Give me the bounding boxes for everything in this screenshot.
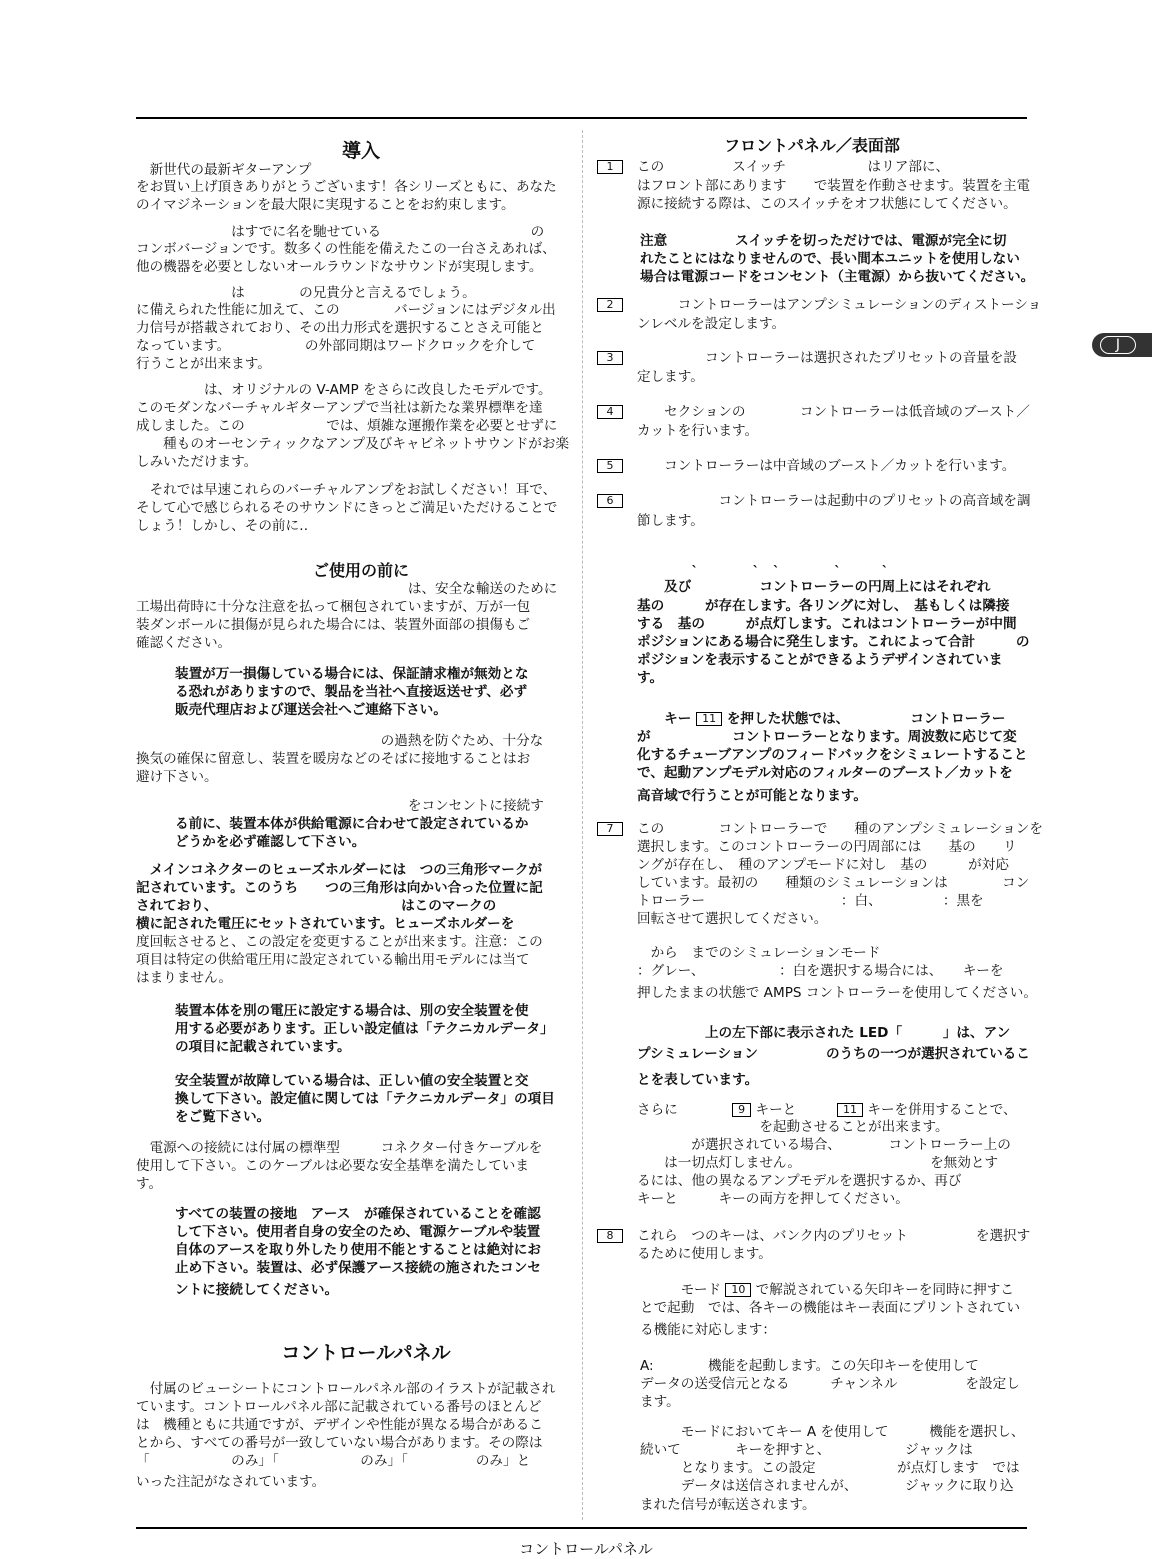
text-line (637, 874, 1029, 892)
text-line (640, 1459, 1020, 1477)
text-line (637, 1190, 909, 1208)
heading-front-panel: フロントパネル／表面部 (724, 136, 900, 155)
text-line (637, 578, 990, 596)
text-line (637, 764, 1013, 782)
text-line: 度回転させると、この設定を変更することが出来ます。注意：この (136, 934, 543, 950)
key-number-badge: 11 (696, 712, 722, 726)
text-segment: カットを行います。 (637, 423, 759, 439)
text-line: る恐れがありますので、製品を当社へ直接返送せず、必ず (175, 684, 528, 700)
text-segment: キーと キーの両方を押してください。 (637, 1191, 909, 1207)
key-number-badge: 10 (725, 1283, 751, 1297)
text-line (606, 820, 1043, 838)
text-segment: 押したままの状態で AMPS コントローラーを使用してください。 (637, 985, 1037, 1001)
text-segment: この スイッチ はリア部に、 (637, 159, 950, 175)
text-segment: が選択されている場合、 コントローラー上の (637, 1137, 1011, 1153)
text-line: そして心で感じられるそのサウンドにきっとご満足いただけることで (136, 500, 558, 516)
text-line (640, 1496, 816, 1514)
text-line (637, 1045, 1030, 1063)
text-segment: が コントローラーとなります。周波数に応じて変 (637, 729, 1017, 745)
text-line: 安全装置が故障している場合は、正しい値の安全装置と交 (175, 1073, 529, 1089)
text-line (637, 597, 1009, 615)
text-segment: とを表しています。 (637, 1072, 759, 1088)
text-segment: この コントローラーで 種のアンプシミュレーションを (637, 821, 1043, 837)
item-number-badge: 1 (597, 160, 623, 174)
text-line: コンボバージョンです。数多くの性能を備えたこの一台さえあれば、 (136, 241, 556, 257)
item-number-badge: 4 (597, 405, 623, 419)
text-line (637, 892, 984, 910)
text-line: す。 (136, 1176, 163, 1192)
text-segment: となります。この設定 が点灯します では (640, 1460, 1020, 1476)
text-line: をコンセントに接続す (136, 798, 544, 814)
text-segment: コントローラーは選択されたプリセットの音量を設 (637, 350, 1017, 366)
text-segment: プシミュレーション のうちの一つが選択されているこ (637, 1046, 1030, 1062)
text-line (637, 368, 704, 386)
text-line (637, 422, 758, 440)
text-line: 記されています。このうち つの三角形は向かい合った位置に記 (136, 880, 543, 896)
text-line (637, 1136, 1011, 1154)
text-line: 横に記された電圧にセットされています。ヒューズホルダーを (136, 916, 515, 932)
heading-control-panel: コントロールパネル (281, 1342, 451, 1364)
text-segment: ポジションを表示することができるようデザインされていま (637, 652, 1003, 668)
text-line (640, 1375, 1020, 1393)
text-line (606, 349, 1017, 367)
text-line (637, 1172, 961, 1190)
text-line (640, 1357, 979, 1375)
text-segment: する 基の が点灯します。これはコントローラーが中間 (637, 616, 1017, 632)
text-segment: から までのシミュレーションモード (637, 945, 881, 961)
text-segment: 化するチューブアンプのフィードバックをシミュレートすること (637, 747, 1028, 763)
text-segment: はフロント部にあります で装置を作動させます。装置を主電 (637, 178, 1031, 194)
text-line: ントに接続してください。 (175, 1282, 339, 1298)
text-segment: コントローラーは中音域のブースト／カットを行います。 (637, 458, 1016, 474)
text-line (637, 710, 1006, 728)
text-line: 装置が万一損傷している場合には、保証請求権が無効とな (175, 666, 529, 682)
text-line (637, 787, 867, 805)
key-number-badge: 11 (837, 1103, 863, 1117)
text-segment: モードにおいてキー A を使用して 機能を選択し、 (640, 1424, 1025, 1440)
text-segment: 節します。 (637, 513, 704, 529)
text-line (640, 1281, 1014, 1299)
text-line (606, 457, 1016, 475)
bottom-rule (136, 1527, 1027, 1529)
text-line (637, 1245, 772, 1263)
text-segment: データの送受信元となる チャンネル を設定し (640, 1376, 1020, 1392)
text-segment: キー (637, 711, 697, 727)
item-number-badge: 8 (597, 1229, 623, 1243)
text-segment: モード (640, 1282, 726, 1298)
text-segment: ンレベルを設定します。 (637, 316, 786, 332)
text-line: このモダンなバーチャルギターアンプで当社は新たな業界標準を達 (136, 400, 543, 416)
text-line: は 機種ともに共通ですが、デザインや性能が異なる場合があるこ (136, 1417, 543, 1433)
item-number-badge: 2 (597, 298, 623, 312)
text-line: いった注記がなされています。 (136, 1474, 326, 1490)
text-line (637, 1071, 758, 1089)
text-line: 避け下さい。 (136, 769, 218, 785)
text-segment: で、起動アンプモデル対応のフィルターのブースト／カットを (637, 765, 1013, 781)
text-line (637, 910, 827, 928)
text-line: 装置本体を別の電圧に設定する場合は、別の安全装置を使 (175, 1003, 529, 1019)
language-tab-label: J (1100, 336, 1136, 354)
text-segment: 場合は電源コードをコンセント（主電源）から抜いてください。 (640, 269, 1035, 285)
text-line: 行うことが出来ます。 (136, 356, 271, 372)
text-line (637, 669, 663, 687)
text-line: をご覧下さい。 (175, 1109, 271, 1125)
text-segment: る機能に対応します： (640, 1322, 776, 1338)
text-line: しみいただけます。 (136, 454, 258, 470)
text-line (637, 984, 1037, 1002)
text-segment: ングが存在し、 種のアンプモードに対し 基の が対応 (637, 857, 1009, 873)
text-line: それでは早速これらのバーチャルアンプをお試しください！耳で、 (136, 482, 557, 498)
text-line (640, 232, 1007, 250)
text-line: 「 のみ」「 のみ」「 のみ」と (136, 1453, 531, 1469)
text-segment: 選択します。このコントローラーの円周部には 基の リ (637, 839, 1017, 855)
text-line: 確認ください。 (136, 635, 232, 651)
text-line: して下さい。使用者自身の安全のため、電源ケーブルや装置 (175, 1224, 541, 1240)
text-segment: ポジションにある場合に発生します。これによって合計 の (637, 634, 1030, 650)
item-number-badge: 6 (597, 494, 623, 508)
text-segment: キーを併用することで、 (863, 1102, 1017, 1118)
text-line (637, 1154, 998, 1172)
column-divider (582, 130, 583, 1520)
text-segment: るには、他の異なるアンプモデルを選択するか、再び (637, 1173, 962, 1189)
text-segment: を起動させることが出来ます。 (637, 1119, 949, 1135)
text-line (637, 728, 1017, 746)
text-line: 電源への接続には付属の標準型 コネクター付きケーブルを (136, 1140, 543, 1156)
heading-introduction: 導入 (341, 140, 380, 162)
text-line: のイマジネーションを最大限に実現することをお約束します。 (136, 197, 515, 213)
text-line: しょう！しかし、その前に‥ (136, 518, 309, 534)
text-line (637, 1101, 1017, 1119)
text-line (640, 1321, 776, 1339)
text-line: どうかを必ず確認して下さい。 (175, 834, 366, 850)
text-line: 止め下さい。装置は、必ず保護アース接続の施されたコンセ (175, 1260, 541, 1276)
text-line: 他の機器を必要としないオールラウンドなサウンドが実現します。 (136, 259, 543, 275)
text-line: 工場出荷時に十分な注意を払って梱包されていますが、万が一包 (136, 599, 531, 615)
text-segment: トローラー ：白、 ：黒を (637, 893, 984, 909)
text-line (637, 615, 1017, 633)
text-line: 換して下さい。設定値に関しては「テクニカルデータ」の項目 (175, 1091, 555, 1107)
text-line (637, 1024, 1010, 1042)
text-line: の項目に記載されています。 (175, 1039, 351, 1055)
text-line: なっています。 の外部同期はワードクロックを介して (136, 338, 536, 354)
text-line: をお買い上げ頂きありがとうございます！各シリーズともに、あなた (136, 179, 557, 195)
item-number-badge: 5 (597, 459, 623, 473)
text-line: されており、 はこのマークの (136, 898, 497, 914)
text-segment: さらに (637, 1102, 733, 1118)
text-line: 装ダンボールに損傷が見られた場合には、装置外面部の損傷もご (136, 617, 531, 633)
text-line (637, 651, 1002, 669)
text-segment: これら つのキーは、バンク内のプリセット を選択す (637, 1228, 1031, 1244)
text-line (640, 1393, 680, 1411)
text-line: 使用して下さい。このケーブルは必要な安全基準を満たしていま (136, 1158, 529, 1174)
text-segment: コントローラーは起動中のプリセットの高音域を調 (637, 493, 1031, 509)
text-line: 付属のビューシートにコントロールパネル部のイラストが記載され (136, 1381, 556, 1397)
text-line: ています。コントロールパネル部に記載されている番号のほとんど (136, 1399, 542, 1415)
text-segment: A: 機能を起動します。この矢印キーを使用して (640, 1358, 979, 1374)
heading-before-use: ご使用の前に (312, 561, 409, 580)
text-line (637, 838, 1017, 856)
text-line: は、オリジナルの V-AMP をさらに改良したモデルです。 (136, 382, 552, 398)
text-line (637, 633, 1030, 651)
text-line: すべての装置の接地 アース が確保されていることを確認 (175, 1206, 541, 1222)
text-segment: キーと (751, 1102, 838, 1118)
text-line (637, 856, 1009, 874)
text-segment: れたことにはなりませんので、長い間本ユニットを使用しない (640, 251, 1020, 267)
text-line: 力信号が搭載されており、その出力形式を選択することさえ可能と (136, 320, 544, 336)
text-segment: 高音域で行うことが可能となります。 (637, 788, 868, 804)
text-line: メインコネクターのヒューズホルダーには つの三角形マークが (136, 862, 543, 878)
text-line (640, 1441, 973, 1459)
text-line (640, 268, 1034, 286)
text-segment: を押した状態では、 コントローラー (722, 711, 1006, 727)
text-segment: 回転させて選択してください。 (637, 911, 828, 927)
text-line: は の兄貴分と言えるでしょう。 (136, 285, 476, 301)
text-line (640, 1423, 1024, 1441)
text-segment: 定します。 (637, 369, 704, 385)
text-line: る前に、装置本体が供給電源に合わせて設定されているか (175, 816, 529, 832)
text-line: 種ものオーセンティックなアンプ及びキャビネットサウンドがお楽 (136, 436, 570, 452)
text-line: 項目は特定の供給電圧用に設定されている輸出用モデルには当て (136, 952, 530, 968)
text-line (637, 962, 1003, 980)
text-line (640, 250, 1020, 268)
text-line (606, 403, 1030, 421)
text-segment: ˋ ˋ ˋ ˋ ˋ (637, 564, 889, 580)
text-segment: 基の が存在します。各リングに対し、 基もしくは隣接 (637, 598, 1010, 614)
text-line (606, 492, 1031, 510)
text-line (637, 944, 880, 962)
text-line (637, 1118, 949, 1136)
text-line (637, 746, 1028, 764)
text-line: 新世代の最新ギターアンプ (136, 162, 312, 178)
text-segment: まれた信号が転送されます。 (640, 1497, 816, 1513)
item-number-badge: 3 (597, 351, 623, 365)
page-footer: コントロールパネル (519, 1540, 653, 1558)
text-segment: ます。 (640, 1394, 680, 1410)
text-segment: ：グレー、 ：白を選択する場合には、 キーを (637, 963, 1004, 979)
text-segment: るために使用します。 (637, 1246, 772, 1262)
language-tab[interactable] (1092, 333, 1152, 357)
text-line: は、安全な輸送のために (136, 581, 558, 597)
text-segment: 上の左下部に表示された LED「 」は、アン (637, 1025, 1011, 1041)
text-line (640, 1299, 1020, 1317)
text-line (640, 1477, 1014, 1495)
text-segment: は一切点灯しません。 を無効とす (637, 1155, 999, 1171)
text-line: の過熱を防ぐため、十分な (136, 733, 544, 749)
text-line (606, 158, 950, 176)
text-segment: セクションの コントローラーは低音域のブースト／ (637, 404, 1030, 420)
text-line (637, 195, 1017, 213)
text-line (637, 315, 785, 333)
text-line: 成しました。この では、煩雑な運搬作業を必要とせずに (136, 418, 558, 434)
text-line: はまりません。 (136, 970, 232, 986)
text-segment: 源に接続する際は、このスイッチをオフ状態にしてください。 (637, 196, 1017, 212)
text-line: 自体のアースを取り外したり使用不能とすることは絶対にお (175, 1242, 541, 1258)
item-number-badge: 7 (597, 822, 623, 836)
text-line: 換気の確保に留意し、装置を暖房などのそばに接地することはお (136, 751, 531, 767)
text-segment: す。 (637, 670, 664, 686)
text-line: 販売代理店および運送会社へご連絡下さい。 (175, 702, 447, 718)
text-line (606, 1227, 1031, 1245)
text-line (637, 177, 1030, 195)
text-segment: 続いて キーを押すと、 ジャックは (640, 1442, 973, 1458)
text-segment: 注意 スイッチを切っただけでは、電源が完全に切 (640, 233, 1007, 249)
text-line: 用する必要があります。正しい設定値は「テクニカルデータ」 (175, 1021, 554, 1037)
text-segment: データは送信されませんが、 ジャックに取り込 (640, 1478, 1014, 1494)
text-line (606, 296, 1042, 314)
text-segment: とで起動 では、各キーの機能はキー表面にプリントされてい (640, 1300, 1021, 1316)
key-number-badge: 9 (732, 1103, 751, 1117)
text-line: に備えられた性能に加えて、この バージョンにはデジタル出 (136, 302, 556, 318)
top-rule (136, 117, 1027, 119)
text-line (637, 512, 704, 530)
text-line: はすでに名を馳せている の (136, 224, 545, 240)
text-segment: しています。最初の 種類のシミュレーションは コン (637, 875, 1030, 891)
text-segment: で解説されている矢印キーを同時に押すこ (751, 1282, 1014, 1298)
text-segment: コントローラーはアンプシミュレーションのディストーショ (637, 297, 1042, 313)
text-line: とから、すべての番号が一致していない場合があります。その際は (136, 1435, 543, 1451)
text-segment: 及び コントローラーの円周上にはそれぞれ (637, 579, 991, 595)
